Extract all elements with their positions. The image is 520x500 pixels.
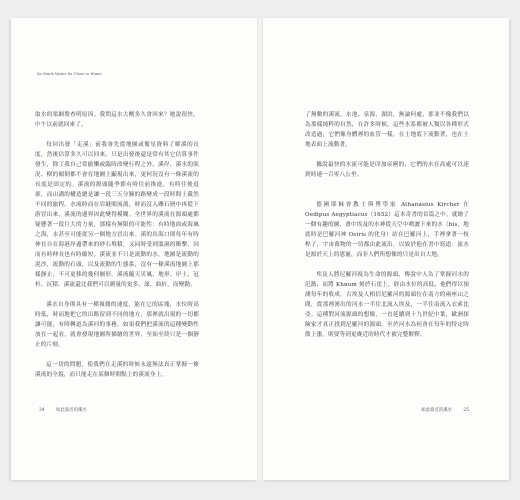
paragraph: 這一切的問題，使我們在走溪的時候永遠無法真正掌握一條溪流的全貌，而只能走在某個時間點上的溪流身上。 (35, 362, 199, 378)
running-head: So Much Water So Close to Home (37, 72, 102, 76)
paragraph: 了無數的溪流、水池、泉源、湖泊，無論何處，那並不像我們以為那樣純粹的自然，在許多時候，這些水系都被人類以各種形式改造過，它們像身體裡的血管一樣，在土地底下流動著，也在土地表面上流動著。 (305, 112, 469, 148)
paragraph: 據說最快的水流可能是印加帝國的，它們的水在高處可以達到時速一百零八公里。 (305, 162, 469, 178)
section-break (305, 180, 469, 190)
page-number: 25 (463, 408, 469, 413)
paragraph-kircher: 德國耶穌會教士與博學家 Athanasius Kircher 在 Oedipus Aegyptiacus（1652）這本奇書的首篇之中，就繪了一個有趣的圖，畫中埃及的水神從天空中噴灑下來的水（bis，地底時是巴羅河神 Osiris 的化身）站在巴羅河上，手裡拿著一枝桿子，宇宙萬物的一切都由此流出，以致於他在書中寫道：流水是源於天上的恩寵，而非人們所想像的只是出自大地。 (305, 202, 469, 258)
left-page (11, 18, 257, 480)
footer-book-title: 如此靠近的溪水 (421, 408, 452, 413)
footer-book-title: 如此靠近的溪水 (56, 408, 87, 413)
left-page-body (35, 110, 199, 380)
paragraph-khnum: 埃及人將尼羅河視為生命的源頭，傳說中人為了掌握河水的氾濫，而將 Khnum 刻於石崖上，經由水位的高低，他們得以預測每年的收成。古埃及人相信尼羅河的源頭位在南方的兩座山之間，從那裡湧出的河水一半往北流入埃及，一半往南流入衣索比亞。這種對河流源頭的想像，一直延續到十九世紀中葉，歐洲探險家才真正找到尼羅河的源頭。至於河水為何會在每年的特定時節上漲，則要等到更晚近的時代才被完整解釋。 (305, 272, 469, 338)
right-page-body (305, 110, 469, 340)
page-footer (39, 407, 87, 413)
page-footer (421, 407, 469, 413)
paragraph: 取水的渠網盤查明原因。我問這水大概多久會回來？她說很快，中午以前就回來了。 (35, 112, 199, 128)
paragraph: 溪水自身則具有一種複雜的速度，能在它的區塊，水位時高時低，時而地把它的出路留到不同的地方，那裡就出現的一切都讓可能，有時轉道為溪河的事務。如果我們把溪流的這種變動性放在一起看，就會發現地圖所描繪的世界，至始至終只是一個靜止的片刻。 (35, 302, 199, 348)
page-number: 24 (39, 408, 45, 413)
paragraph: 每回出發「走溪」前我會先從地圖或衛星資料了解溪的長度，然後估算多久可以回來。只是出發後還是常有其它估算事件發生，除了我自己常偷懶或臨時改變行程之外，溪岸、溪水的狀況、樹的傾倒都不會在地圖上顯現出來，更何況沒有一條溪流的長度是固定的。溪流的源頭隨季節有時往前推進，有時往後退卻，而山溝的構造總是讓一段三五分鐘的路變成一段時間上截然不同的旅程。水流時而在岩縫間流淌，時而沒入礫石層中再從下游冒出來，溪流的邊界因此變得模糊。全世界的溪流在源頭處都疑懸著一段巨大的力量，那樣有無限的可能性：有時地面或海風之海，水甚至可能從另一個地方冒出來。溪的出海口則每年有時伸長自在海港岸邊帶來的砂石堆積，又同時受到溫濕的衝擊，因而有時伸長也有時縮短。溪流並不只是流動的水，地圖是流動的泥沙，流動的石頭，以及流動的生態系，沒有一條溪流地圖上那樣靜止，不可更移的幾何圖形。溪流隨天災風、地形、岸土、冠杉、沉積、溪流還比我們可以測量的更多，深、曲折，而變動。 (35, 142, 199, 288)
right-page (263, 18, 509, 480)
